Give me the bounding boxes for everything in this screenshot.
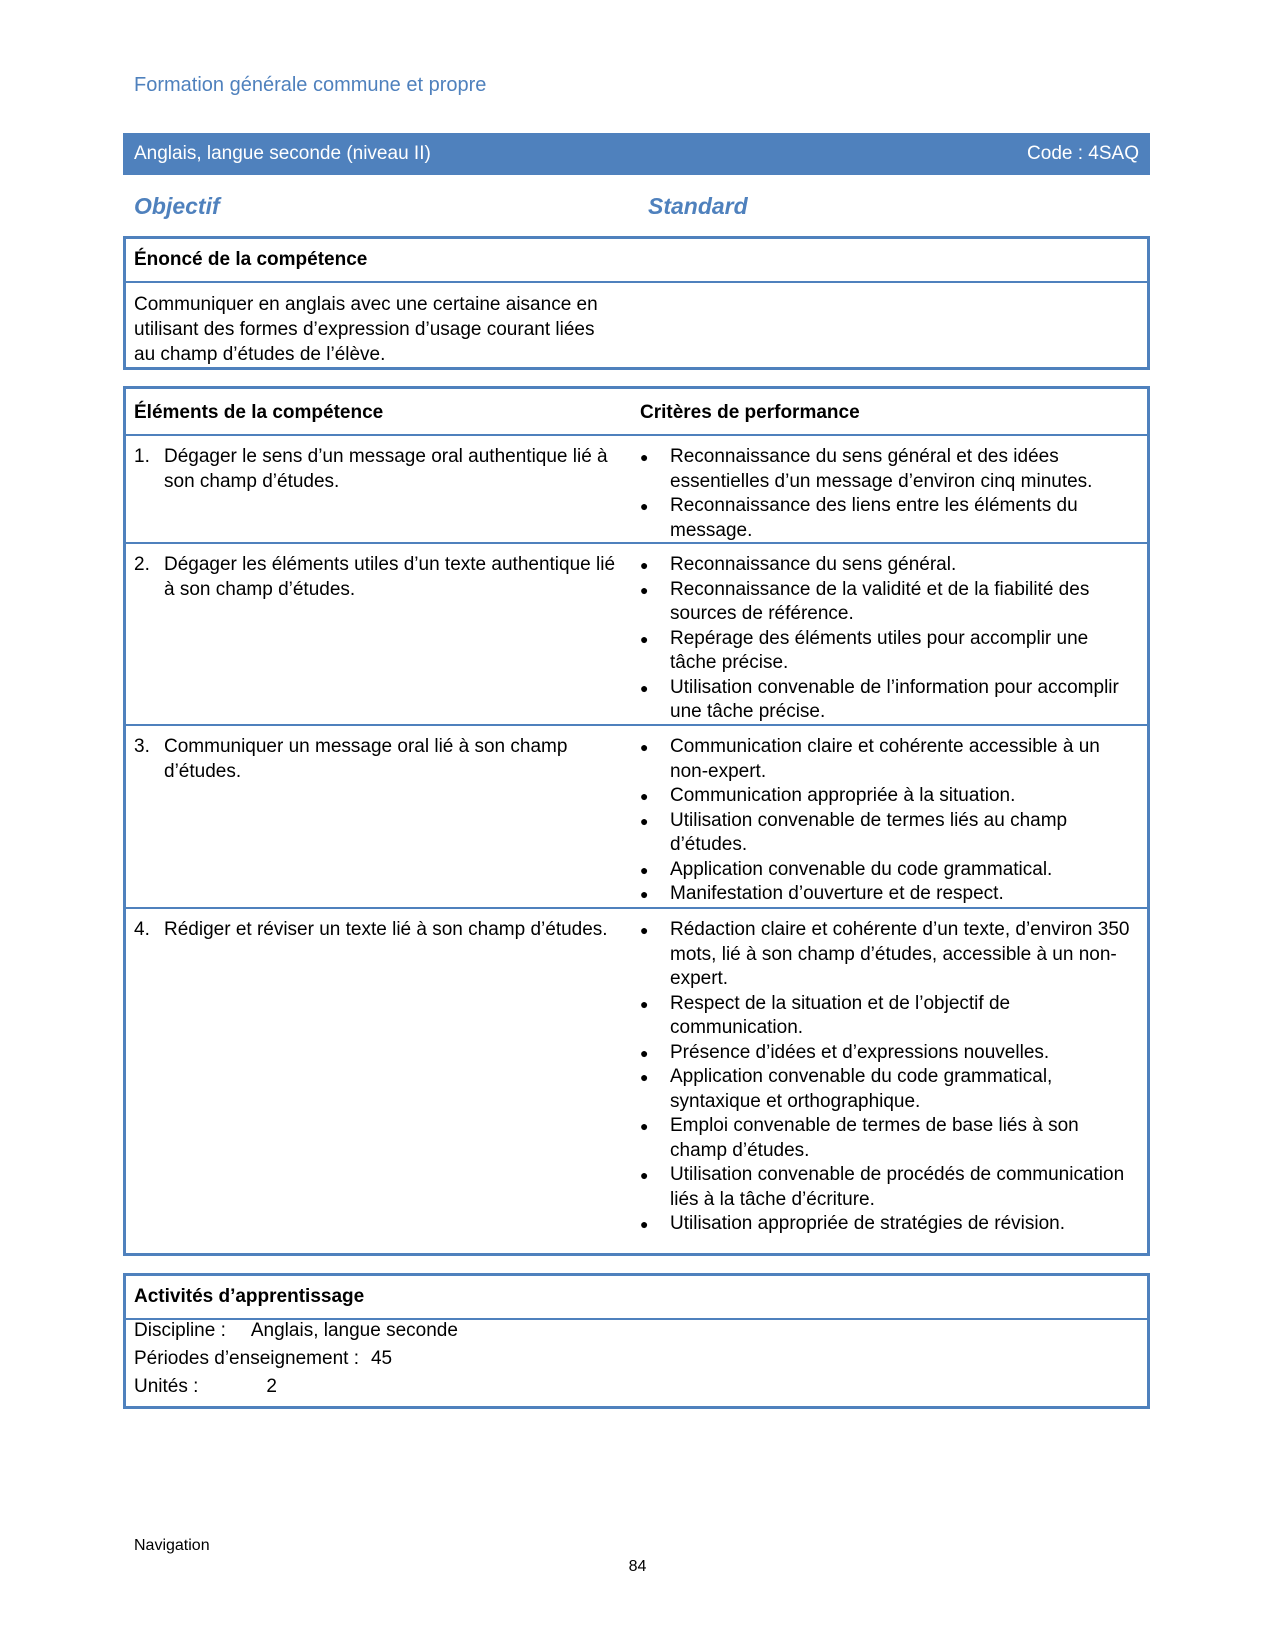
criterion-text: Reconnaissance du sens général et des idées essentielles d’un message d’environ cinq minutes. <box>670 446 1093 492</box>
bullet-icon: ● <box>640 1118 649 1134</box>
list-item <box>640 553 1139 578</box>
table-row <box>126 436 1147 544</box>
course-name: Anglais, langue seconde (niveau II) <box>134 143 431 164</box>
discipline-value: Anglais, langue seconde <box>250 1320 458 1341</box>
activites-heading: Activités d’apprentissage <box>126 1276 1147 1320</box>
discipline-label: Discipline : <box>134 1320 226 1341</box>
criterion-text: Rédaction claire et cohérente d’un texte, d’environ 350 mots, lié à son champ d’études, accessible à un non-expert. <box>670 919 1130 989</box>
criterion-text: Reconnaissance de la validité et de la fiabilité des sources de référence. <box>670 578 1090 624</box>
table-row <box>126 544 1147 726</box>
bullet-icon: ● <box>640 861 649 878</box>
performance-table <box>123 386 1150 1256</box>
table-row <box>126 909 1147 1235</box>
element-text: Rédiger et réviser un texte lié à son champ d’études. <box>164 919 608 940</box>
section-title: Formation générale commune et propre <box>134 74 487 96</box>
criterion-text: Utilisation convenable de termes liés au champ d’études. <box>670 809 1068 855</box>
criterion-text: Repérage des éléments utiles pour accomplir une tâche précise. <box>670 627 1089 673</box>
enonce-text: Communiquer en anglais avec une certaine aisance en utilisant des formes d’expression d’usage courant liées au champ d’études de l’élève. <box>134 294 598 365</box>
criterion-text: Utilisation convenable de l’information pour accomplir une tâche précise. <box>670 676 1119 722</box>
element-number: 4. <box>134 919 150 940</box>
standard-label: Standard <box>648 193 748 219</box>
criterion-text: Respect de la situation et de l’objectif de communication. <box>670 992 1011 1038</box>
criterion-text: Manifestation d’ouverture et de respect. <box>670 883 1004 904</box>
performance-rows <box>126 436 1147 1235</box>
list-item <box>640 578 1139 627</box>
enonce-heading: Énoncé de la compétence <box>126 239 1147 283</box>
criterion-text: Présence d’idées et d’expressions nouvelles. <box>670 1041 1050 1063</box>
bullet-icon: ● <box>640 449 649 465</box>
periodes-value: 45 <box>370 1348 393 1369</box>
criterion-text: Communication claire et cohérente accessible à un non-expert. <box>670 736 1100 782</box>
bullet-icon: ● <box>640 995 649 1012</box>
criterion-text: Application convenable du code grammatical, syntaxique et orthographique. <box>670 1066 1053 1112</box>
element-number: 1. <box>134 446 150 467</box>
list-item <box>640 992 1139 1041</box>
table-row <box>126 726 1147 909</box>
bullet-icon: ● <box>640 1069 649 1085</box>
activites-box <box>123 1273 1150 1409</box>
enonce-box <box>123 236 1150 370</box>
bullet-icon: ● <box>640 739 649 755</box>
course-banner <box>123 133 1150 175</box>
list-item <box>640 858 1139 883</box>
bullet-icon: ● <box>640 630 649 647</box>
list-item <box>640 1065 1139 1114</box>
bullet-icon: ● <box>640 581 649 598</box>
list-item <box>640 882 1139 907</box>
criterion-text: Utilisation convenable de procédés de communication liés à la tâche d’écriture. <box>670 1164 1125 1210</box>
criterion-text: Utilisation appropriée de stratégies de révision. <box>670 1213 1065 1234</box>
list-item <box>640 918 1139 992</box>
bullet-icon: ● <box>640 812 649 829</box>
criterion-text: Communication appropriée à la situation. <box>670 785 1016 806</box>
bullet-icon: ● <box>640 1167 649 1183</box>
competence-element <box>134 918 640 1235</box>
elements-column-header: Éléments de la compétence <box>134 402 384 423</box>
unites-label: Unités : <box>134 1376 199 1397</box>
element-number: 3. <box>134 736 150 757</box>
list-item <box>640 445 1139 494</box>
element-text: Dégager les éléments utiles d’un texte authentique lié à son champ d’études. <box>164 554 616 600</box>
criteria-list <box>640 553 1139 724</box>
unites-value: 2 <box>266 1376 277 1397</box>
bullet-icon: ● <box>640 1216 649 1232</box>
list-item <box>640 494 1139 543</box>
performance-table-header <box>126 389 1147 436</box>
criteres-column-header: Critères de performance <box>640 402 860 423</box>
bullet-icon: ● <box>640 557 649 573</box>
objectif-label: Objectif <box>134 193 220 219</box>
bullet-icon: ● <box>640 679 649 696</box>
bullet-icon: ● <box>640 1044 649 1061</box>
bullet-icon: ● <box>640 498 649 514</box>
list-item <box>640 735 1139 784</box>
criteria-list <box>640 735 1139 907</box>
criterion-text: Reconnaissance du sens général. <box>670 554 957 575</box>
element-text: Dégager le sens d’un message oral authentique lié à son champ d’études. <box>164 446 608 492</box>
element-text: Communiquer un message oral lié à son champ d’études. <box>164 736 568 782</box>
list-item <box>640 676 1139 725</box>
periodes-line <box>126 1348 1147 1376</box>
criterion-text: Reconnaissance des liens entre les éléments du message. <box>670 495 1078 541</box>
element-number: 2. <box>134 554 150 575</box>
list-item <box>640 1114 1139 1163</box>
navigation-link[interactable]: Navigation <box>134 1537 210 1554</box>
list-item <box>640 809 1139 858</box>
competence-element <box>134 553 640 724</box>
criterion-text: Emploi convenable de termes de base liés à son champ d’études. <box>670 1115 1079 1161</box>
criteria-list <box>640 918 1139 1235</box>
list-item <box>640 1212 1139 1237</box>
competence-element <box>134 735 640 907</box>
discipline-line <box>126 1320 1147 1348</box>
list-item <box>640 1041 1139 1066</box>
criterion-text: Application convenable du code grammatical. <box>670 858 1053 880</box>
list-item <box>640 627 1139 676</box>
list-item <box>640 784 1139 809</box>
course-code: Code : 4SAQ <box>1027 143 1139 164</box>
page-number: 84 <box>628 1558 647 1575</box>
list-item <box>640 1163 1139 1212</box>
unites-line <box>126 1376 1147 1404</box>
bullet-icon: ● <box>640 788 649 804</box>
competence-element <box>134 445 640 542</box>
bullet-icon: ● <box>640 886 649 902</box>
periodes-label: Périodes d’enseignement : <box>134 1348 359 1369</box>
bullet-icon: ● <box>640 922 649 938</box>
criteria-list <box>640 445 1139 542</box>
